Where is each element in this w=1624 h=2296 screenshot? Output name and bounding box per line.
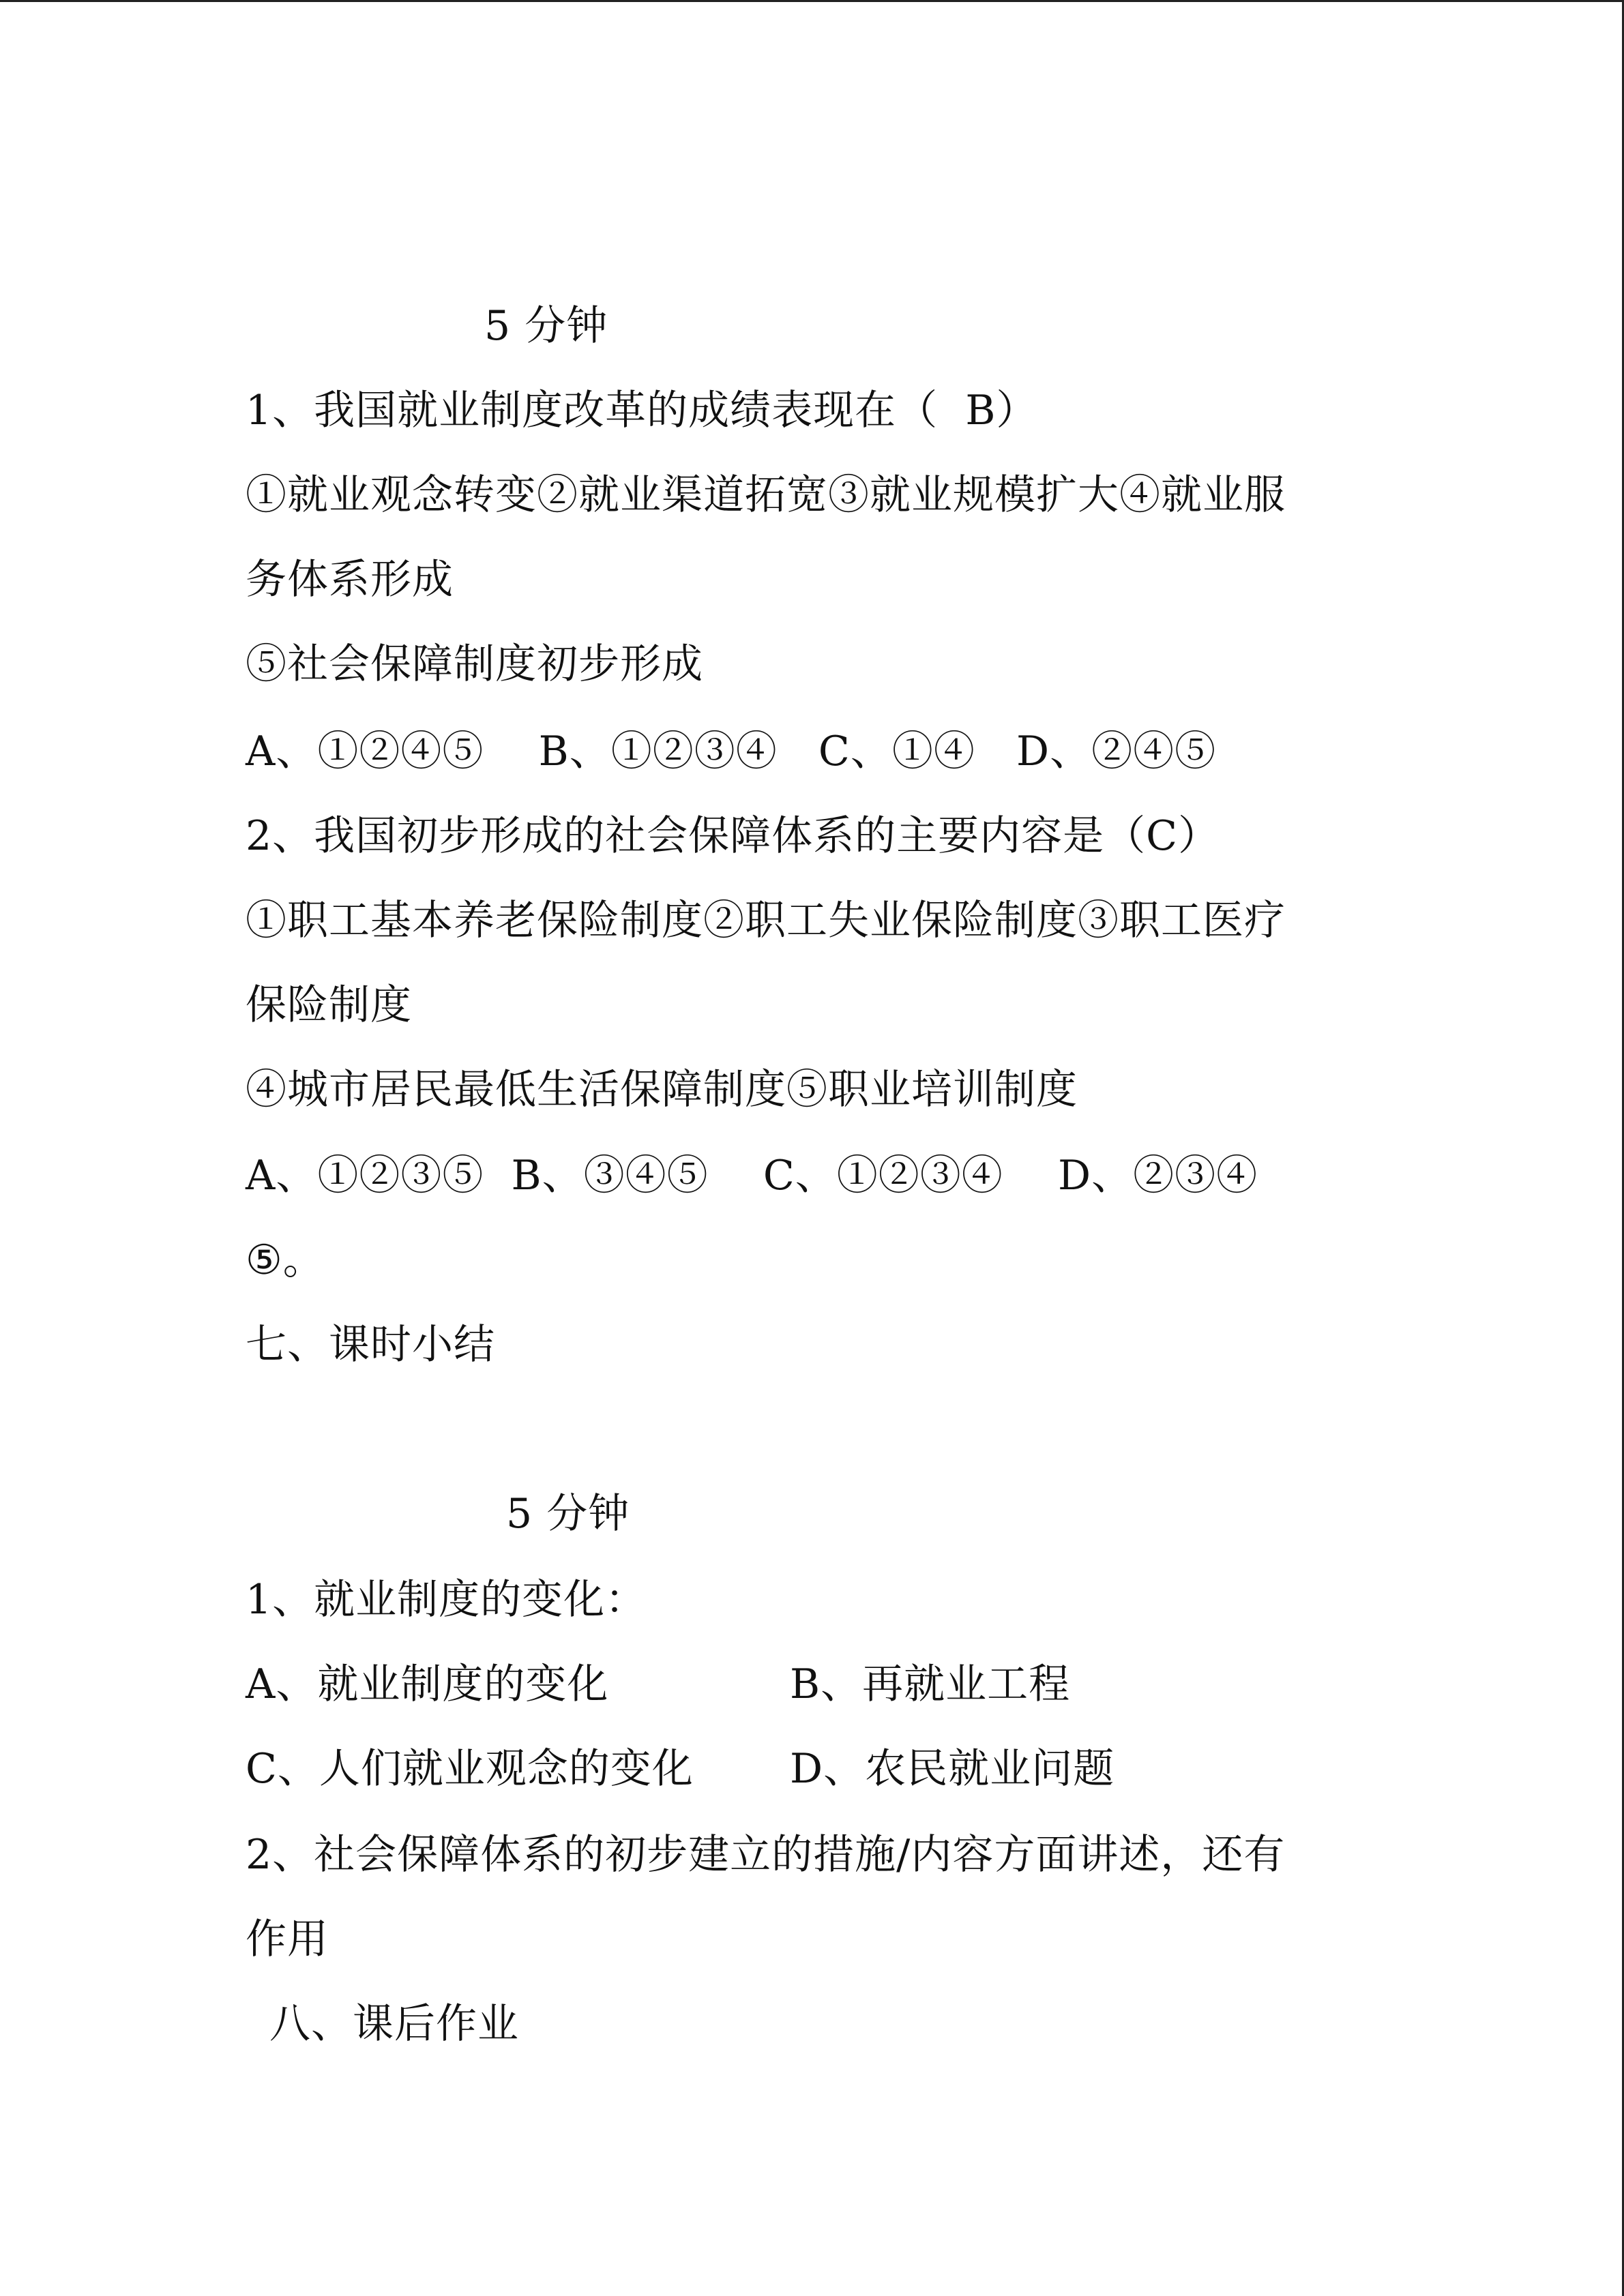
- q2-options-line-3: ④城市居民最低生活保障制度⑤职业培训制度: [246, 1066, 1078, 1114]
- summary-item-1-b: B、再就业工程: [790, 1660, 1071, 1708]
- summary-item-2-line-2: 作用: [246, 1915, 329, 1963]
- q1-stem: 1、我国就业制度改革的成绩表现在（ B）: [246, 387, 1038, 434]
- q2-options-line-1: ①职工基本养老保险制度②职工失业保险制度③职工医疗: [246, 897, 1286, 944]
- summary-item-1-a: A、就业制度的变化: [246, 1660, 609, 1708]
- summary-item-1: 1、就业制度的变化：: [246, 1576, 647, 1624]
- q2-choices-line-1: A、①②③⑤ B、③④⑤ C、①②③④ D、②③④: [246, 1152, 1258, 1199]
- q1-choices: A、①②④⑤ B、①②③④ C、①④ D、②④⑤: [246, 728, 1217, 775]
- summary-item-1-d: D、农民就业问题: [790, 1745, 1115, 1793]
- q2-stem: 2、我国初步形成的社会保障体系的主要内容是（C）: [246, 812, 1220, 860]
- q1-options-line-3: ⑤社会保障制度初步形成: [246, 640, 703, 688]
- summary-item-1-c: C、人们就业观念的变化: [246, 1745, 694, 1793]
- q1-options-line-1: ①就业观念转变②就业渠道拓宽③就业规模扩大④就业服: [246, 471, 1286, 519]
- practice-time-label: 5 分钟: [484, 302, 608, 350]
- q2-choices-line-2: ⑤。: [246, 1236, 325, 1284]
- summary-time-label: 5 分钟: [506, 1490, 630, 1538]
- homework-heading: 八、课后作业: [269, 2000, 519, 2048]
- summary-item-2-line-1: 2、社会保障体系的初步建立的措施/内容方面讲述，还有: [246, 1831, 1286, 1879]
- q1-options-line-2: 务体系形成: [246, 556, 454, 603]
- summary-heading: 七、课时小结: [246, 1321, 495, 1369]
- q2-options-line-2: 保险制度: [246, 981, 412, 1029]
